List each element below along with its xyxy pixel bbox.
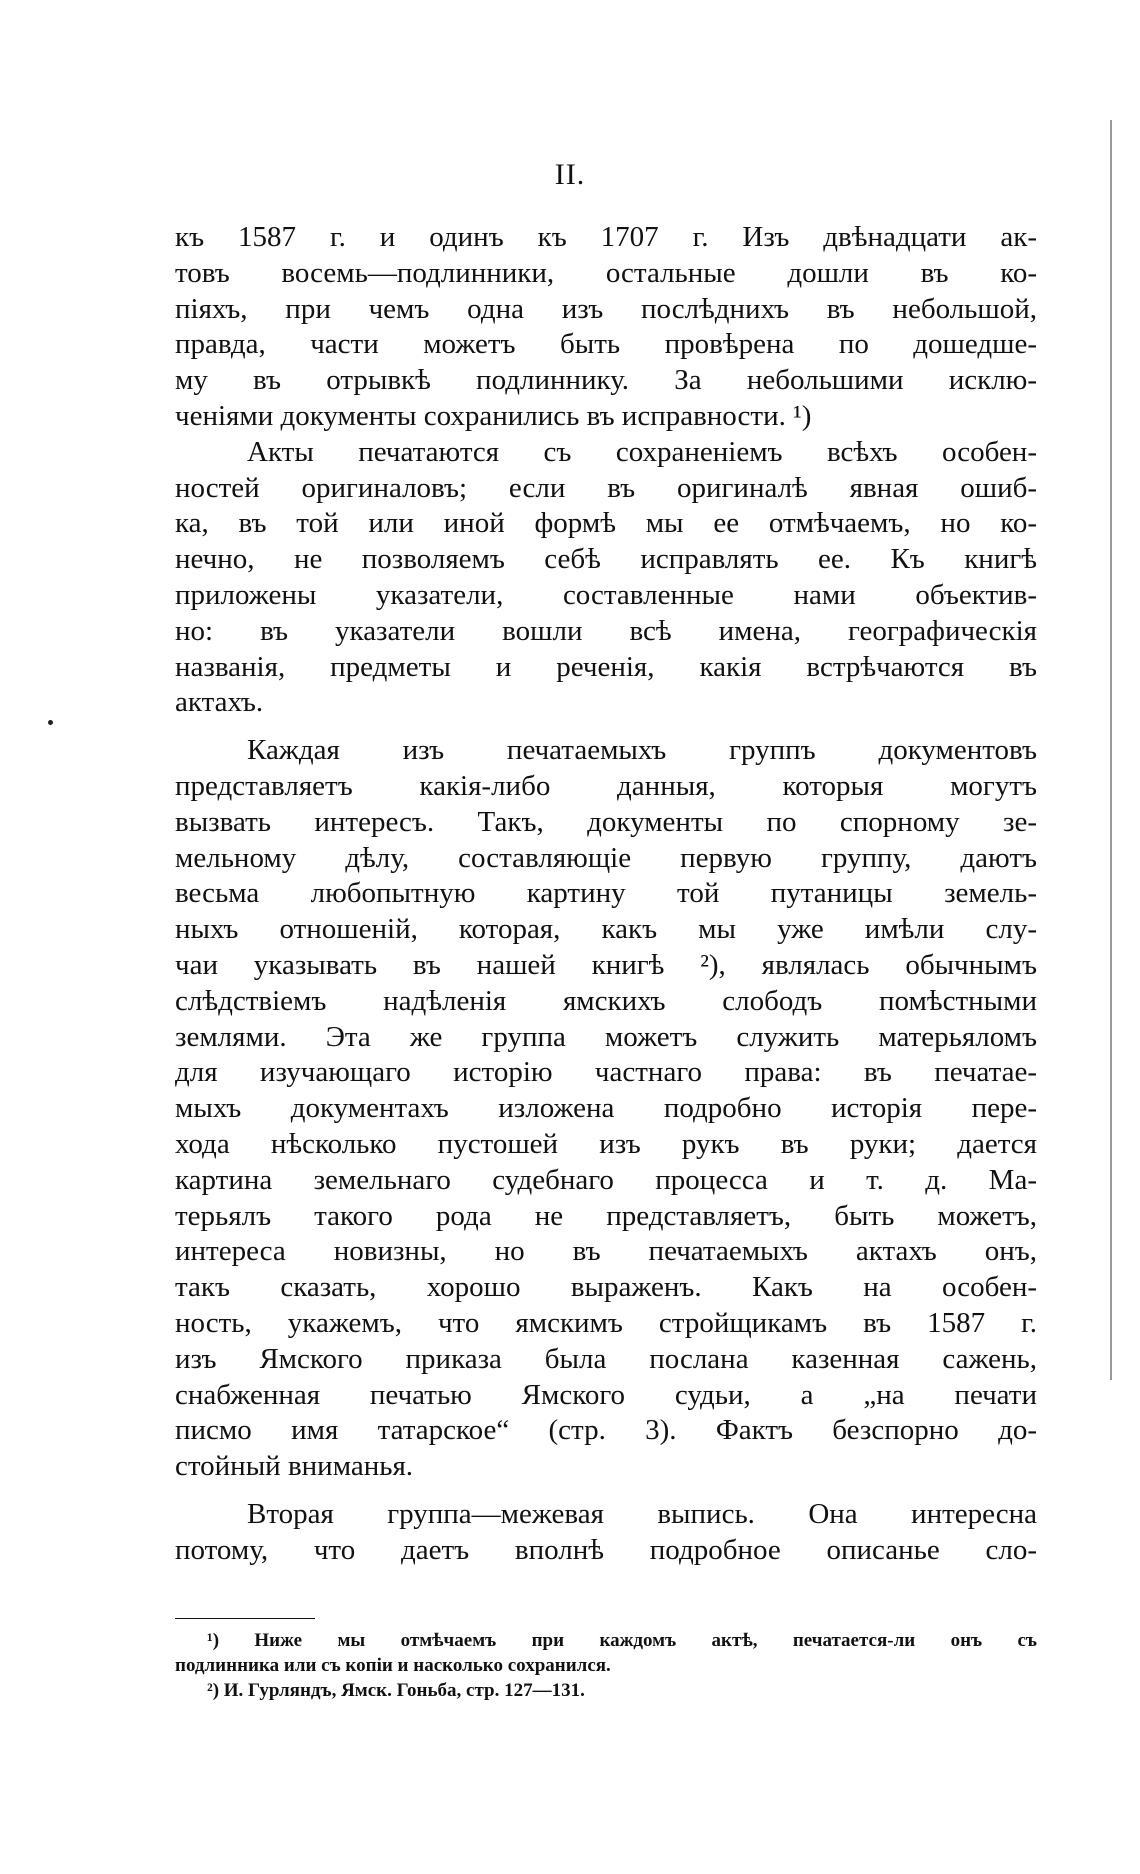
text-line: для изучающаго исторію частнаго права: въ печатае- [175, 1056, 1037, 1089]
body-text [175, 220, 1037, 1568]
text-line: приложены указатели, составленные нами объектив- [175, 578, 1037, 611]
text-line: весьма любопытную картину той путаницы земель- [175, 877, 1037, 910]
text-line: правда, части можетъ быть провѣрена по дошедше- [175, 328, 1037, 361]
text-line: стойный вниманья. [175, 1450, 414, 1483]
text-line: чаи указывать въ нашей книгѣ ²), являлась обычнымъ [175, 948, 1037, 981]
page-edge-mark [1110, 120, 1112, 1380]
footnote-line: ²) И. Гурляндъ, Ямск. Гоньба, стр. 127—131. [207, 1680, 585, 1701]
text-line: интереса новизны, но въ печатаемыхъ актахъ онъ, [175, 1235, 1037, 1268]
text-line: товъ восемь—подлинники, остальные дошли въ ко- [175, 256, 1037, 289]
page-number: II. [554, 158, 586, 191]
text-line: Акты печатаются съ сохраненіемъ всѣхъ особен- [247, 435, 1037, 468]
text-line: терьялъ такого рода не представляетъ, быть можетъ, [175, 1199, 1037, 1232]
text-line: потому, что даетъ вполнѣ подробное описанье сло- [175, 1533, 1037, 1566]
paragraph-gap [175, 721, 1037, 733]
text-line: піяхъ, при чемъ одна изъ послѣднихъ въ небольшой, [175, 292, 1037, 325]
text-line: но: въ указатели вошли всѣ имена, географическія [175, 614, 1037, 647]
print-speck [48, 720, 53, 725]
text-line: такъ сказать, хорошо выраженъ. Какъ на особен- [175, 1271, 1037, 1304]
text-line: ностей оригиналовъ; если въ оригиналѣ явная ошиб- [175, 471, 1037, 504]
footnote-line: ¹) Ниже мы отмѣчаемъ при каждомъ актѣ, печатается-ли онъ съ [207, 1630, 1037, 1651]
text-line: изъ Ямского приказа была послана казенная сажень, [175, 1342, 1037, 1375]
text-line: къ 1587 г. и одинъ къ 1707 г. Изъ двѣнадцати ак- [175, 221, 1037, 253]
footnotes [175, 1628, 1037, 1703]
text-line: мыхъ документахъ изложена подробно исторія пере- [175, 1092, 1037, 1125]
text-line: ныхъ отношеній, которая, какъ мы уже имѣли слу- [175, 913, 1037, 946]
text-line: актахъ. [175, 686, 264, 719]
text-line: вызвать интересъ. Такъ, документы по спорному зе- [175, 805, 1037, 838]
text-line: ность, укажемъ, что ямскимъ стройщикамъ въ 1587 г. [175, 1306, 1037, 1339]
text-line: слѣдствіемъ надѣленія ямскихъ слободъ помѣстными [175, 984, 1037, 1017]
text-line: Каждая изъ печатаемыхъ группъ документовъ [247, 734, 1037, 767]
text-line: снабженная печатью Ямского судьи, а „на печати [175, 1378, 1037, 1411]
footnote-line: подлинника или съ копіи и насколько сохранился. [175, 1655, 611, 1676]
text-line: мельному дѣлу, составляющіе первую группу, даютъ [175, 841, 1037, 874]
text-line: землями. Эта же группа можетъ служить матерьяломъ [175, 1020, 1037, 1053]
text-line: картина земельнаго судебнаго процесса и т. д. Ма- [175, 1163, 1037, 1196]
text-line: му въ отрывкѣ подлиннику. За небольшими исклю- [175, 364, 1037, 397]
text-line: представляетъ какія-либо данныя, которыя могутъ [175, 769, 1037, 802]
text-line: хода нѣсколько пустошей изъ рукъ въ руки; дается [175, 1127, 1037, 1160]
footnote-divider [175, 1618, 315, 1619]
text-line: ка, въ той или иной формѣ мы ее отмѣчаемъ, но ко- [175, 507, 1037, 540]
text-line: нечно, не позволяемъ себѣ исправлять ее. Къ книгѣ [175, 543, 1037, 576]
text-line: писмо имя татарское“ (стр. 3). Фактъ безспорно до- [175, 1414, 1037, 1447]
text-line: Вторая группа—межевая выпись. Она интересна [247, 1497, 1037, 1530]
text-line: ченіями документы сохранились въ исправности. ¹) [175, 399, 812, 432]
paragraph-gap [175, 1485, 1037, 1497]
text-line: названія, предметы и реченія, какія встрѣчаются въ [175, 650, 1037, 683]
